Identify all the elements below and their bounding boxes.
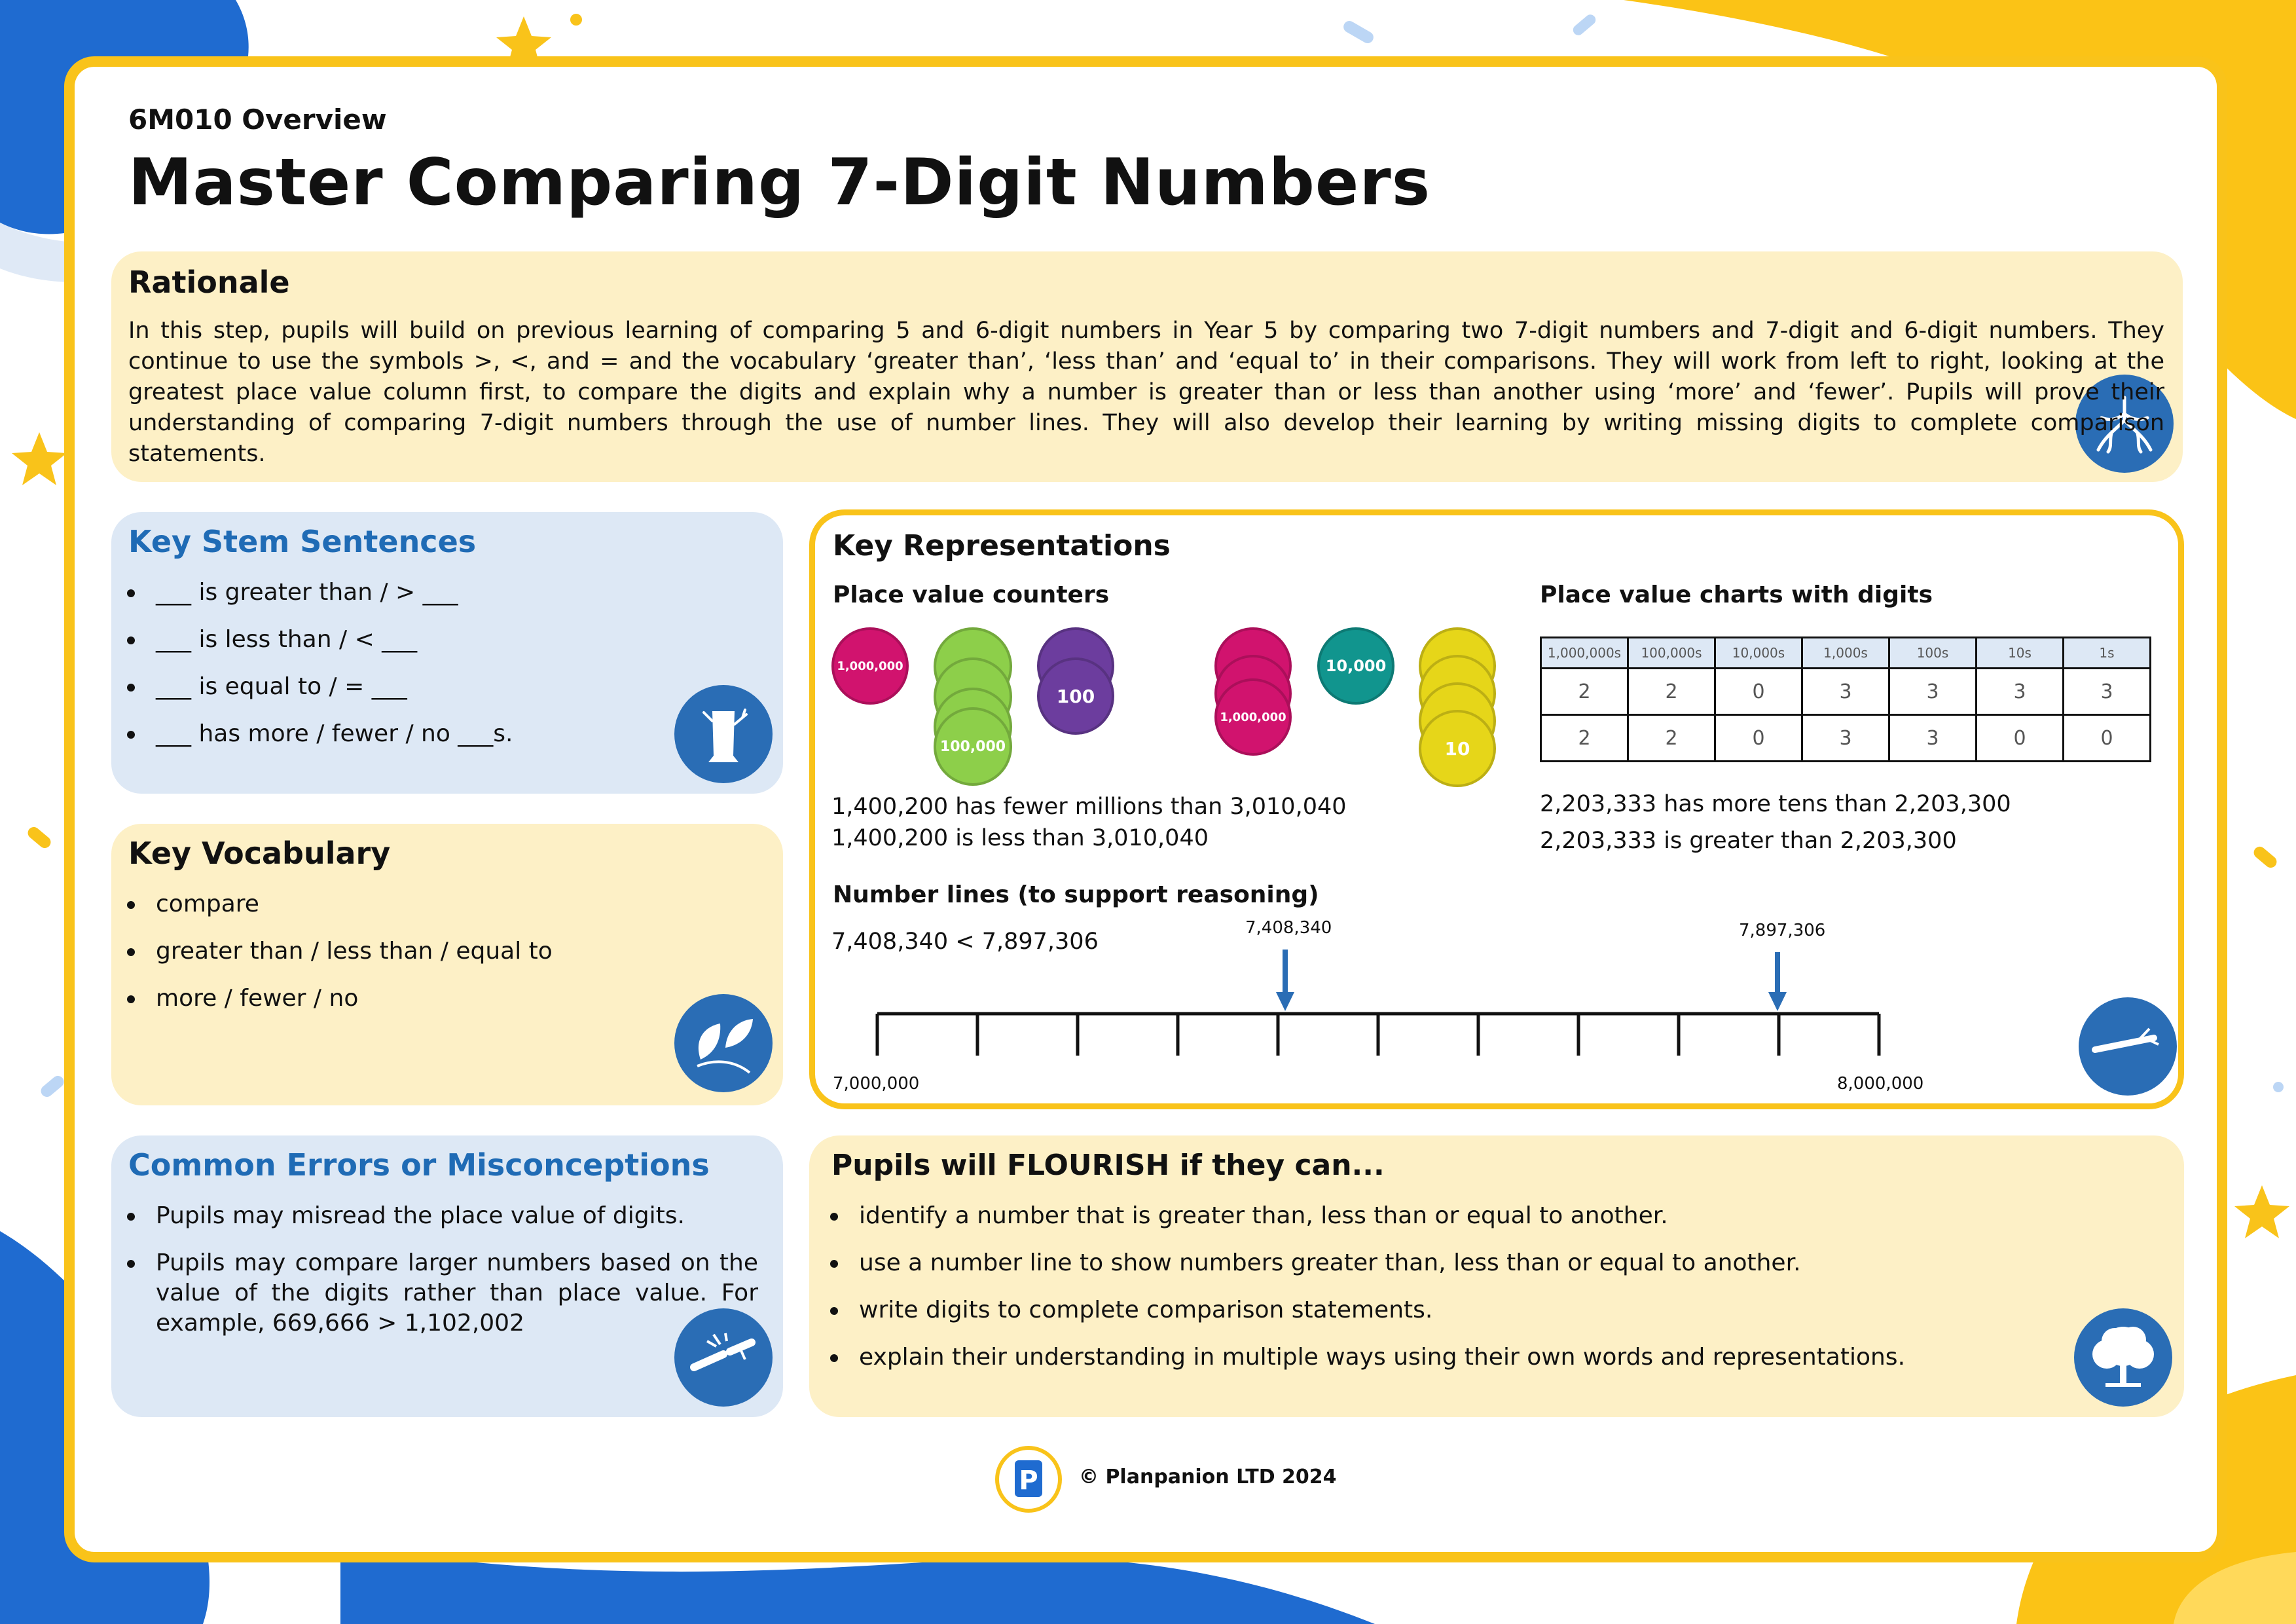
chart-header: 1s <box>2064 638 2151 669</box>
tree-icon <box>2074 1308 2172 1407</box>
stem-sentences-panel <box>111 512 783 794</box>
list-item: write digits to complete comparison statements. <box>829 1295 1905 1342</box>
counters-subheading: Place value counters <box>833 581 1110 608</box>
rationale-heading: Rationale <box>128 265 290 300</box>
errors-list <box>126 1201 758 1338</box>
page-title: Master Comparing 7-Digit Numbers <box>128 145 1431 220</box>
list-item: compare <box>126 889 553 936</box>
stem-sentences-list <box>126 578 513 766</box>
copyright-text: © Planpanion LTD 2024 <box>1079 1466 1337 1488</box>
chart-header: 100s <box>1889 638 1977 669</box>
chart-header: 10,000s <box>1715 638 1802 669</box>
trunk-icon <box>674 685 773 783</box>
flourish-heading: Pupils will FLOURISH if they can... <box>831 1149 1385 1182</box>
representations-heading: Key Representations <box>833 529 1171 563</box>
broken-branch-icon <box>674 1308 773 1407</box>
chart-header: 10s <box>1977 638 2064 669</box>
list-item: ___ is equal to / = ___ <box>126 672 513 719</box>
chart-cell: 0 <box>2064 715 2151 762</box>
counters-statement-2: 1,400,200 is less than 3,010,040 <box>831 825 1209 851</box>
chart-header: 1,000s <box>1802 638 1889 669</box>
chart-cell: 2 <box>1628 669 1715 715</box>
flourish-list <box>829 1201 1905 1390</box>
chart-cell: 3 <box>1802 715 1889 762</box>
chart-cell: 0 <box>1715 715 1802 762</box>
counter-1000000: 1,000,000 <box>1214 678 1292 756</box>
errors-heading: Common Errors or Misconceptions <box>128 1147 710 1183</box>
lesson-code: 6M010 Overview <box>128 103 387 136</box>
table-row <box>1541 669 2151 715</box>
number-line <box>864 943 1912 1074</box>
chart-cell: 2 <box>1541 669 1628 715</box>
list-item: ___ has more / fewer / no ___s. <box>126 719 513 766</box>
number-line-subheading: Number lines (to support reasoning) <box>833 881 1319 908</box>
place-value-chart <box>1540 637 2151 762</box>
number-line-end: 8,000,000 <box>1837 1074 1924 1094</box>
list-item: explain their understanding in multiple ways using their own words and representations. <box>829 1342 1905 1390</box>
chart-statement-1: 2,203,333 has more tens than 2,203,300 <box>1540 791 2011 817</box>
branch-icon <box>2079 997 2177 1096</box>
chart-cell: 2 <box>1628 715 1715 762</box>
chart-cell: 3 <box>1802 669 1889 715</box>
chart-cell: 0 <box>1977 715 2064 762</box>
counter-1000000: 1,000,000 <box>831 627 909 705</box>
rationale-text: In this step, pupils will build on previous learning of comparing 5 and 6-digit numbers in Year 5 by comparing two 7-digit numbers and 7-digit and 6-digit numbers. They continue to use the symbols >, <, and = and the vocabulary ‘greater than’, ‘less than’ and ‘equal to’ in their comparisons. They will work from left to right, looking at the greatest place value column first, to compare the digits and explain why a number is greater than or less than another using ‘more’ and ‘fewer’. Pupils will prove their understanding of comparing 7-digit numbers through the use of number lines. They will also develop their learning by writing missing digits to complete comparison statements. <box>128 318 2164 467</box>
chart-cell: 3 <box>1889 715 1977 762</box>
chart-cell: 0 <box>1715 669 1802 715</box>
errors-panel <box>111 1135 783 1417</box>
table-row <box>1541 715 2151 762</box>
planpanion-logo-icon <box>994 1445 1063 1514</box>
chart-cell: 3 <box>2064 669 2151 715</box>
counters-statement-1: 1,400,200 has fewer millions than 3,010,040 <box>831 794 1347 820</box>
vocabulary-heading: Key Vocabulary <box>128 836 391 871</box>
chart-header: 1,000,000s <box>1541 638 1628 669</box>
list-item: identify a number that is greater than, less than or equal to another. <box>829 1201 1905 1248</box>
list-item: Pupils may compare larger numbers based on the value of the digits rather than place value. For example, 669,666 > 1,102,002 <box>126 1248 758 1338</box>
marker-label-a: 7,408,340 <box>1245 918 1332 938</box>
chart-cell: 3 <box>1889 669 1977 715</box>
marker-label-b: 7,897,306 <box>1739 921 1826 940</box>
vocabulary-list <box>126 889 553 1031</box>
list-item: greater than / less than / equal to <box>126 936 553 984</box>
chart-subheading: Place value charts with digits <box>1540 581 1933 608</box>
counter-10: 10 <box>1419 710 1496 787</box>
number-line-start: 7,000,000 <box>833 1074 920 1094</box>
leaves-icon <box>674 994 773 1092</box>
chart-cell: 2 <box>1541 715 1628 762</box>
list-item: Pupils may misread the place value of digits. <box>126 1201 758 1231</box>
marker-arrow-a <box>1276 950 1294 1011</box>
chart-cell: 3 <box>1977 669 2064 715</box>
number-line-statement: 7,408,340 < 7,897,306 <box>831 929 1099 955</box>
stem-sentences-heading: Key Stem Sentences <box>128 524 477 559</box>
flourish-panel <box>809 1135 2184 1417</box>
list-item: ___ is less than / < ___ <box>126 625 513 672</box>
list-item: use a number line to show numbers greater than, less than or equal to another. <box>829 1248 1905 1295</box>
counter-10000: 10,000 <box>1317 627 1394 705</box>
counter-100000: 100,000 <box>934 707 1012 786</box>
vocabulary-panel <box>111 824 783 1105</box>
chart-header: 100,000s <box>1628 638 1715 669</box>
list-item: more / fewer / no <box>126 984 553 1031</box>
counter-100: 100 <box>1037 657 1114 735</box>
svg-text:P: P <box>1019 1466 1038 1496</box>
chart-statement-2: 2,203,333 is greater than 2,203,300 <box>1540 828 1957 854</box>
marker-arrow-b <box>1768 952 1787 1011</box>
list-item: ___ is greater than / > ___ <box>126 578 513 625</box>
